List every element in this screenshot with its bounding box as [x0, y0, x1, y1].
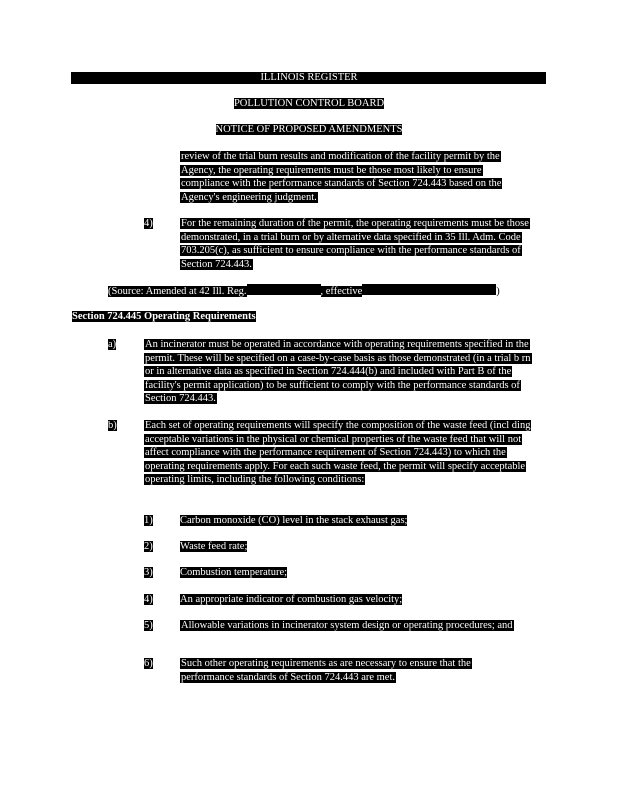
source-line: [108, 284, 500, 299]
source-register-blank: [247, 284, 321, 295]
condition-1-number: 1): [144, 515, 153, 526]
condition-5-text: Allowable variations in incinerator system design or operating procedures; and: [181, 620, 513, 631]
subsection-a-label: a): [108, 339, 117, 350]
condition-2-number: 2): [144, 541, 153, 552]
source-prefix: (Source: Amended at 42 Ill. Reg.: [108, 286, 247, 297]
condition-5-number: 5): [144, 620, 153, 631]
condition-4-number: 4): [144, 594, 153, 605]
condition-3-number: 3): [144, 567, 153, 578]
item-4-text: For the remaining duration of the permit, the operating requirements must be those demonstrated, in a trial burn or by alternative data specified in 35 Ill. Adm. Code 703.205(c), as sufficient to ensure compliance with the performance standards of Section 724.443.: [181, 218, 529, 270]
condition-4-text: An appropriate indicator of combustion gas velocity;: [180, 594, 403, 605]
source-suffix: ): [496, 286, 500, 297]
item-4-number: 4): [144, 218, 153, 229]
subsection-a-text: An incinerator must be operated in accordance with operating requirements specified in the permit. These will be specified on a case-by-case basis as those demonstrated (in a trial b rn or in alternative data as specified in Section 724.444(b) and included with Part B of the facility's permit application) to be sufficient to comply with the performance standards of Section 724.443.: [145, 339, 531, 405]
notice-title: NOTICE OF PROPOSED AMENDMENTS: [215, 124, 403, 135]
section-heading: Section 724.445 Operating Requirements: [72, 311, 256, 322]
condition-1-text: Carbon monoxide (CO) level in the stack exhaust gas;: [180, 515, 408, 526]
board-title: POLLUTION CONTROL BOARD: [233, 98, 385, 109]
continued-paragraph: review of the trial burn results and modification of the facility permit by the Agency, the operating requirements must be those most likely to ensure compliance with the performance standards of Section 724.443 based on the Agency's engineering judgment.: [181, 151, 502, 203]
source-middle: , effective: [320, 286, 363, 297]
condition-6-number: 6): [144, 658, 153, 669]
condition-6-text: Such other operating requirements as are necessary to ensure that the performance standards of Section 724.443 are met.: [181, 658, 471, 683]
source-effective-blank: [362, 284, 496, 295]
subsection-b-text: Each set of operating requirements will specify the composition of the waste feed (incl ding acceptable variations in the physical or chemical properties of the waste feed that will not affect compliance with the performance requirement of Section 724.443) to which the operating requirements apply. For each such waste feed, the permit will specify acceptable operating limits, including the following conditions:: [145, 420, 531, 486]
condition-3-text: Combustion temperature;: [180, 567, 288, 578]
subsection-b-label: b): [108, 420, 117, 431]
condition-2-text: Waste feed rate;: [180, 541, 248, 552]
register-title: ILLINOIS REGISTER: [260, 72, 358, 83]
